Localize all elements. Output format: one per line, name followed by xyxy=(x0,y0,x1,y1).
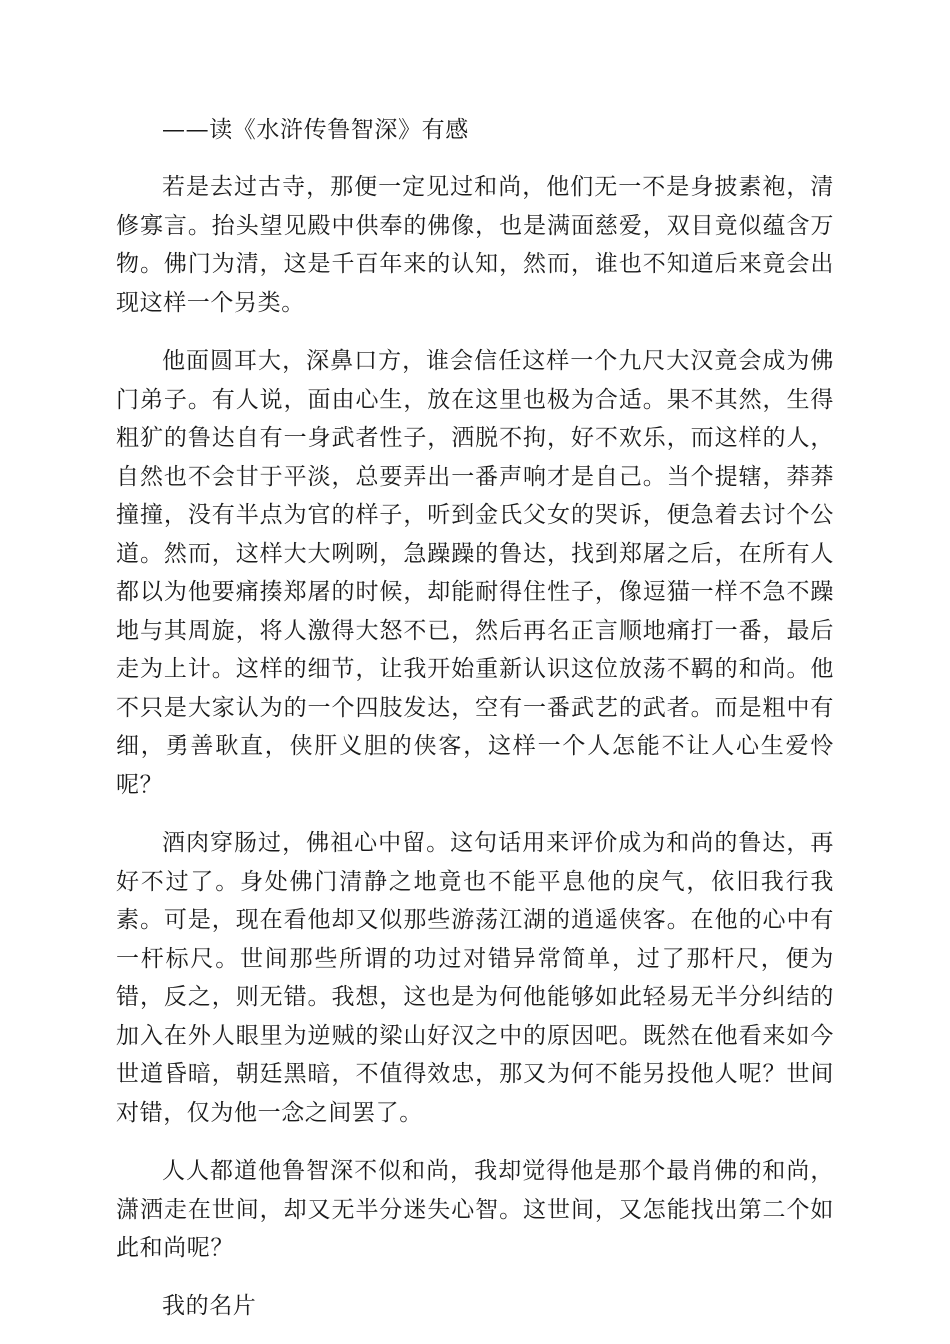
document-page xyxy=(116,112,834,1324)
paragraph-1: 若是去过古寺，那便一定见过和尚，他们无一不是身披素袍，清修寡言。抬头望见殿中供奉的佛像，也是满面慈爱，双目竟似蕴含万物。佛门为清，这是千百年来的认知，然而，谁也不知道后来竟会出现这样一个另类。 xyxy=(116,174,834,316)
document-subtitle: ——读《水浒传鲁智深》有感 xyxy=(162,117,469,143)
paragraph-3: 酒肉穿肠过，佛祖心中留。这句话用来评价成为和尚的鲁达，再好不过了。身处佛门清静之地竟也不能平息他的戾气，依旧我行我素。可是，现在看他却又似那些游荡江湖的逍遥侠客。在他的心中有一杆标尺。世间那些所谓的功过对错异常简单，过了那杆尺，便为错，反之，则无错。我想，这也是为何他能够如此轻易无半分纠结的加入在外人眼里为逆贼的梁山好汉之中的原因吧。既然在他看来如今世道昏暗，朝廷黑暗，不值得效忠，那又为何不能另投他人呢？世间对错，仅为他一念之间罢了。 xyxy=(116,830,834,1126)
paragraph-2: 他面圆耳大，深鼻口方，谁会信任这样一个九尺大汉竟会成为佛门弟子。有人说，面由心生，放在这里也极为合适。果不其然，生得粗犷的鲁达自有一身武者性子，洒脱不拘，好不欢乐，而这样的人，自然也不会甘于平淡，总要弄出一番声响才是自己。当个提辖，莽莽撞撞，没有半点为官的样子，听到金氏父女的哭诉，便急着去讨个公道。然而，这样大大咧咧，急躁躁的鲁达，找到郑屠之后，在所有人都以为他要痛揍郑屠的时候，却能耐得住性子，像逗猫一样不急不躁地与其周旋，将人激得大怒不已，然后再名正言顺地痛打一番，最后走为上计。这样的细节，让我开始重新认识这位放荡不羁的和尚。他不只是大家认为的一个四肢发达，空有一番武艺的武者。而是粗中有细，勇善耿直，侠肝义胆的侠客，这样一个人怎能不让人心生爱怜呢？ xyxy=(116,348,834,798)
section-title-name-card: 我的名片 xyxy=(162,1292,257,1319)
paragraph-4: 人人都道他鲁智深不似和尚，我却觉得他是那个最肖佛的和尚，潇洒走在世间，却又无半分迷失心智。这世间，又怎能找出第二个如此和尚呢？ xyxy=(116,1158,834,1261)
